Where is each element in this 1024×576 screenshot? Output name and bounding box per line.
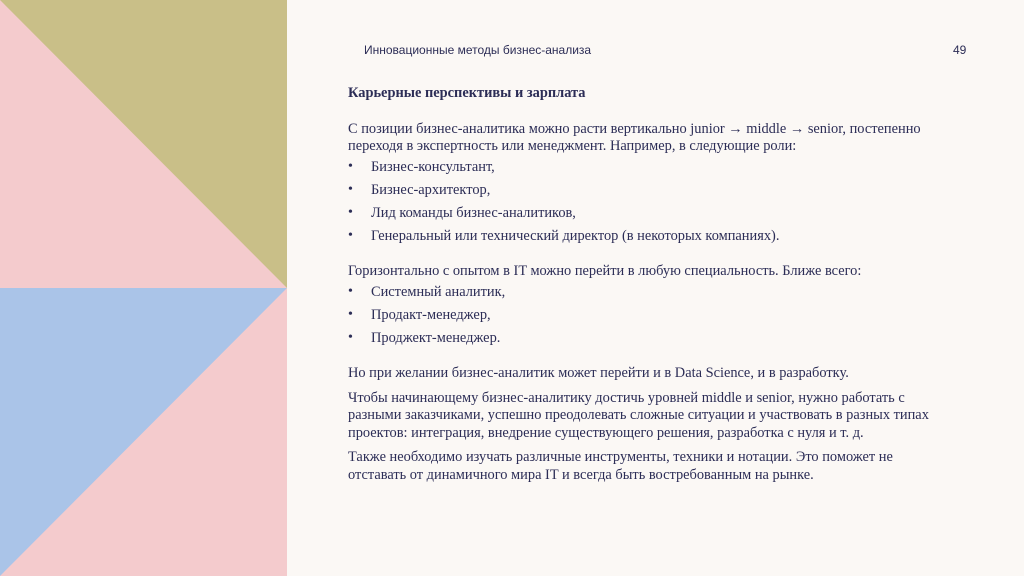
vertical-growth-paragraph: С позиции бизнес-аналитика можно расти вертикально junior → middle → senior, постепенно переходя в экспертность или менеджмент. Например, в следующие роли: [348, 120, 921, 154]
list-item [348, 307, 948, 325]
data-science-paragraph: Но при желании бизнес-аналитик может перейти и в Data Science, и в разработку. [348, 365, 849, 381]
list-item [348, 205, 948, 223]
section-heading: Карьерные перспективы и зарплата [348, 85, 586, 101]
bullet-icon: • [348, 181, 353, 197]
vertical-roles-list [348, 159, 948, 246]
list-item [348, 330, 948, 348]
list-item-text: Проджект-менеджер. [371, 329, 501, 346]
tools-paragraph: Также необходимо изучать различные инструменты, техники и нотации. Это поможет не отставать от динамичного мира IT и всегда быть востребованным на рынке. [348, 449, 893, 483]
list-item [348, 228, 948, 246]
horizontal-roles-list [348, 284, 948, 348]
list-item [348, 159, 948, 177]
list-item-text: Генеральный или технический директор (в некоторых компаниях). [371, 227, 780, 244]
bullet-icon: • [348, 227, 353, 243]
career-levels-paragraph: Чтобы начинающему бизнес-аналитику достичь уровней middle и senior, нужно работать с разными заказчиками, успешно преодолевать сложные ситуации и участвовать в разных типах проектов: интеграция, внедрение существующего решения, разработка с нуля и т. д. [348, 389, 929, 441]
list-item-text: Системный аналитик, [371, 283, 506, 300]
bullet-icon: • [348, 329, 353, 345]
bullet-icon: • [348, 283, 353, 299]
bullet-icon: • [348, 306, 353, 322]
list-item-text: Продакт-менеджер, [371, 306, 491, 323]
list-item-text: Бизнес-консультант, [371, 158, 495, 175]
list-item-text: Лид команды бизнес-аналитиков, [371, 204, 576, 221]
list-item [348, 182, 948, 200]
horizontal-growth-paragraph: Горизонтально с опытом в IT можно перейти в любую специальность. Ближе всего: [348, 263, 862, 279]
list-item [348, 284, 948, 302]
bullet-icon: • [348, 158, 353, 174]
list-item-text: Бизнес-архитектор, [371, 181, 491, 198]
slide-content [348, 85, 948, 484]
presentation-title: Инновационные методы бизнес-анализа [364, 43, 592, 57]
page-number: 49 [953, 43, 967, 57]
bullet-icon: • [348, 204, 353, 220]
decorative-triangles [0, 0, 287, 576]
